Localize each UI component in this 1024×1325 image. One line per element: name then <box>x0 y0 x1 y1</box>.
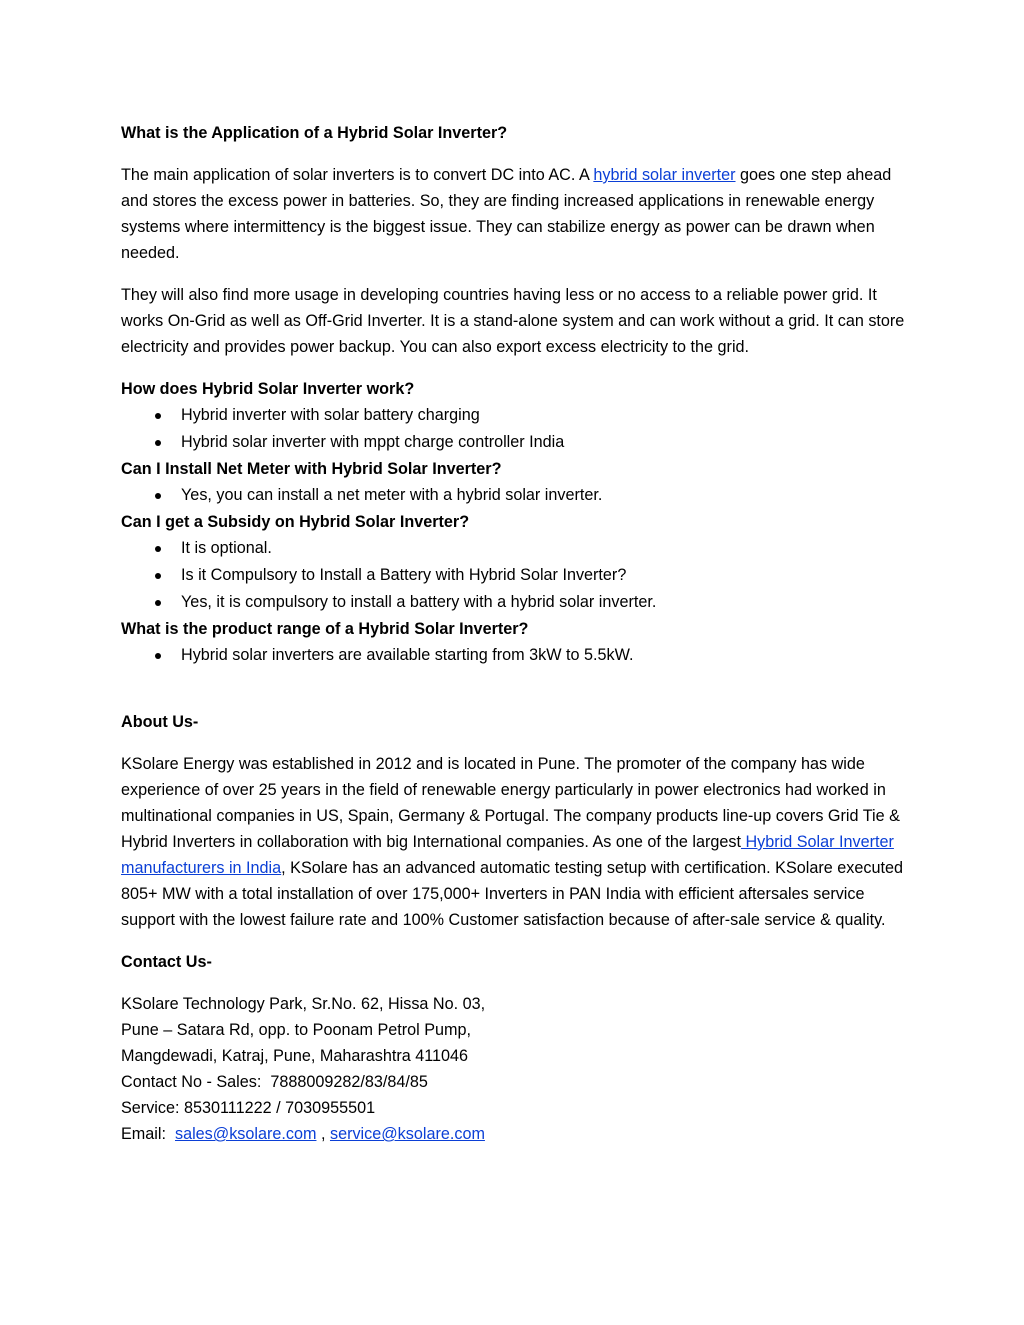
faq-question: Can I Install Net Meter with Hybrid Solar Inverter? <box>121 460 502 478</box>
bullet-icon <box>155 413 161 419</box>
service-contact-line: Service: 8530111222 / 7030955501 <box>121 1099 376 1117</box>
list-item-text: Yes, you can install a net meter with a hybrid solar inverter. <box>181 486 603 504</box>
bullet-icon <box>155 653 161 659</box>
about-paragraph <box>121 751 911 933</box>
address-line-3: Mangdewadi, Katraj, Pune, Maharashtra 411046 <box>121 1047 469 1065</box>
list-item <box>121 589 911 616</box>
faq-question: How does Hybrid Solar Inverter work? <box>121 380 415 398</box>
document-page <box>121 120 911 1147</box>
application-heading: What is the Application of a Hybrid Solar Inverter? <box>121 124 508 142</box>
application-paragraph-1-text-a: The main application of solar inverters is to convert DC into AC. A <box>121 166 594 184</box>
application-paragraph-2: They will also find more usage in developing countries having less or no access to a reliable power grid. It works On-Grid as well as Off-Grid Inverter. It is a stand-alone system and can work without a grid. It can store electricity and provides power backup. You can also export excess electricity to the grid. <box>121 286 905 356</box>
list-item-text: It is optional. <box>181 539 272 557</box>
list-item <box>121 642 911 669</box>
faq-answer-list <box>121 482 911 509</box>
service-email-link[interactable]: service@ksolare.com <box>329 1125 485 1143</box>
about-paragraph-text-b: , KSolare has an advanced automatic testing setup with certification. KSolare executed 805+ MW with a total installation of over 175,000+ Inverters in PAN India with efficient aftersales service support with the lowest failure rate and 100% Customer satisfaction because of after-sale service & quality. <box>121 859 903 929</box>
email-separator: , <box>316 1125 330 1143</box>
list-item-text: Hybrid inverter with solar battery charging <box>181 406 480 424</box>
faq-answer-list <box>121 535 911 616</box>
contact-block <box>121 991 911 1147</box>
list-item-text: Hybrid solar inverter with mppt charge controller India <box>181 433 565 451</box>
list-item-text: Is it Compulsory to Install a Battery with Hybrid Solar Inverter? <box>181 566 627 584</box>
hybrid-inverter-manufacturers-link[interactable]: Hybrid Solar Inverter manufacturers in India <box>121 833 894 877</box>
bullet-icon <box>155 573 161 579</box>
bullet-icon <box>155 600 161 606</box>
hybrid-solar-inverter-link[interactable]: hybrid solar inverter <box>593 166 736 184</box>
list-item <box>121 562 911 589</box>
faq-answer-list <box>121 642 911 669</box>
bullet-icon <box>155 493 161 499</box>
bullet-icon <box>155 546 161 552</box>
application-paragraph-1 <box>121 162 911 266</box>
address-line-2: Pune – Satara Rd, opp. to Poonam Petrol Pump, <box>121 1021 472 1039</box>
list-item <box>121 402 911 429</box>
about-heading: About Us- <box>121 713 199 731</box>
faq-question: Can I get a Subsidy on Hybrid Solar Inverter? <box>121 513 470 531</box>
about-paragraph-text-a: KSolare Energy was established in 2012 and is located in Pune. The promoter of the company has wide experience of over 25 years in the field of renewable energy particularly in power electronics had worked in multinational companies in US, Spain, Germany & Portugal. The company products line-up covers Grid Tie & Hybrid Inverters in collaboration with big International companies. As one of the largest <box>121 755 900 851</box>
email-line <box>121 1121 911 1147</box>
list-item <box>121 535 911 562</box>
list-item <box>121 482 911 509</box>
faq-section <box>121 376 911 669</box>
list-item-text: Yes, it is compulsory to install a battery with a hybrid solar inverter. <box>181 593 657 611</box>
sales-contact-line: Contact No - Sales: 7888009282/83/84/85 <box>121 1073 428 1091</box>
faq-question: What is the product range of a Hybrid Solar Inverter? <box>121 620 529 638</box>
bullet-icon <box>155 440 161 446</box>
sales-email-link[interactable]: sales@ksolare.com <box>174 1125 317 1143</box>
address-line-1: KSolare Technology Park, Sr.No. 62, Hissa No. 03, <box>121 995 486 1013</box>
list-item <box>121 429 911 456</box>
faq-answer-list <box>121 402 911 456</box>
list-item-text: Hybrid solar inverters are available starting from 3kW to 5.5kW. <box>181 646 634 664</box>
contact-heading: Contact Us- <box>121 953 212 971</box>
application-paragraph-1-text-b: goes one step ahead and stores the excess power in batteries. So, they are finding increased applications in renewable energy systems where intermittency is the biggest issue. They can stabilize energy as power can be drawn when needed. <box>121 166 892 262</box>
email-label: Email: <box>121 1125 175 1143</box>
